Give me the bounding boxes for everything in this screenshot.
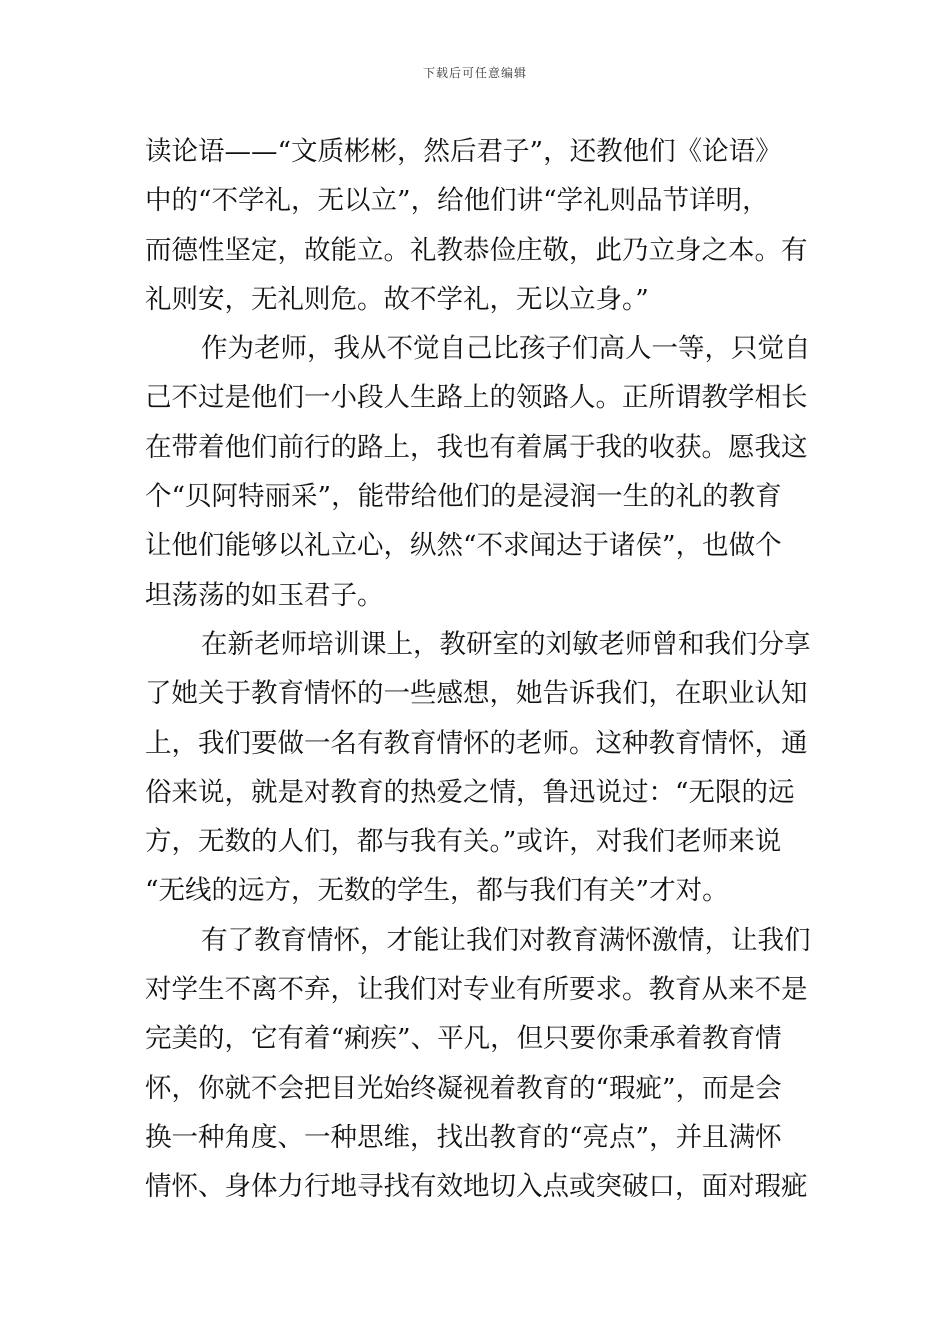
text-line: 作为老师，我从不觉自己比孩子们高人一等，只觉自 [201, 333, 811, 365]
page-header: 下载后可任意编辑 [422, 66, 527, 80]
text-line: 中的“不学礼，无以立”，给他们讲“学礼则品节详明， [145, 185, 769, 217]
text-line: 方，无数的人们，都与我有关。”或许，对我们老师来说 [145, 826, 782, 858]
text-line: 在新老师培训课上，教研室的刘敏老师曾和我们分享 [201, 628, 811, 660]
paragraph [145, 620, 811, 916]
document-body [145, 127, 811, 1212]
text-line: 对学生不离不弃，让我们对专业有所要求。教育从来不是 [145, 974, 808, 1006]
text-line: 而德性坚定，故能立。礼教恭俭庄敬，此乃立身之本。有 [145, 234, 808, 266]
text-line: 怀，你就不会把目光始终凝视着教育的“瑕疵”，而是会 [145, 1072, 782, 1104]
text-line: 上，我们要做一名有教育情怀的老师。这种教育情怀，通 [145, 727, 808, 759]
text-line: 换一种角度、一种思维，找出教育的“亮点”，并且满怀 [145, 1121, 782, 1153]
paragraph [145, 324, 811, 620]
text-line: 俗来说，就是对教育的热爱之情，鲁迅说过：“无限的远 [145, 776, 795, 808]
text-line: 情怀、身体力行地寻找有效地切入点或突破口，面对瑕疵 [145, 1171, 808, 1203]
text-line: 在带着他们前行的路上，我也有着属于我的收获。愿我这 [145, 431, 808, 463]
text-line: 有了教育情怀，才能让我们对教育满怀激情，让我们 [201, 924, 811, 956]
text-line: “无线的远方，无数的学生，都与我们有关”才对。 [145, 875, 729, 907]
text-line: 己不过是他们一小段人生路上的领路人。正所谓教学相长 [145, 382, 808, 414]
text-line: 了她关于教育情怀的一些感想，她告诉我们，在职业认知 [145, 678, 808, 710]
text-line: 让他们能够以礼立心，纵然“不求闻达于诸侯”，也做个 [145, 530, 782, 562]
text-line: 坦荡荡的如玉君子。 [145, 579, 384, 611]
text-line: 读论语——“文质彬彬，然后君子”，还教他们《论语》 [145, 136, 782, 167]
text-line: 礼则安，无礼则危。故不学礼，无以立身。” [145, 283, 649, 315]
paragraph [145, 127, 811, 324]
text-line: 个“贝阿特丽采”，能带给他们的是浸润一生的礼的教育 [145, 481, 782, 513]
paragraph [145, 916, 811, 1212]
text-line: 完美的，它有着“痢疾”、平凡，但只要你秉承着教育情 [145, 1023, 782, 1055]
